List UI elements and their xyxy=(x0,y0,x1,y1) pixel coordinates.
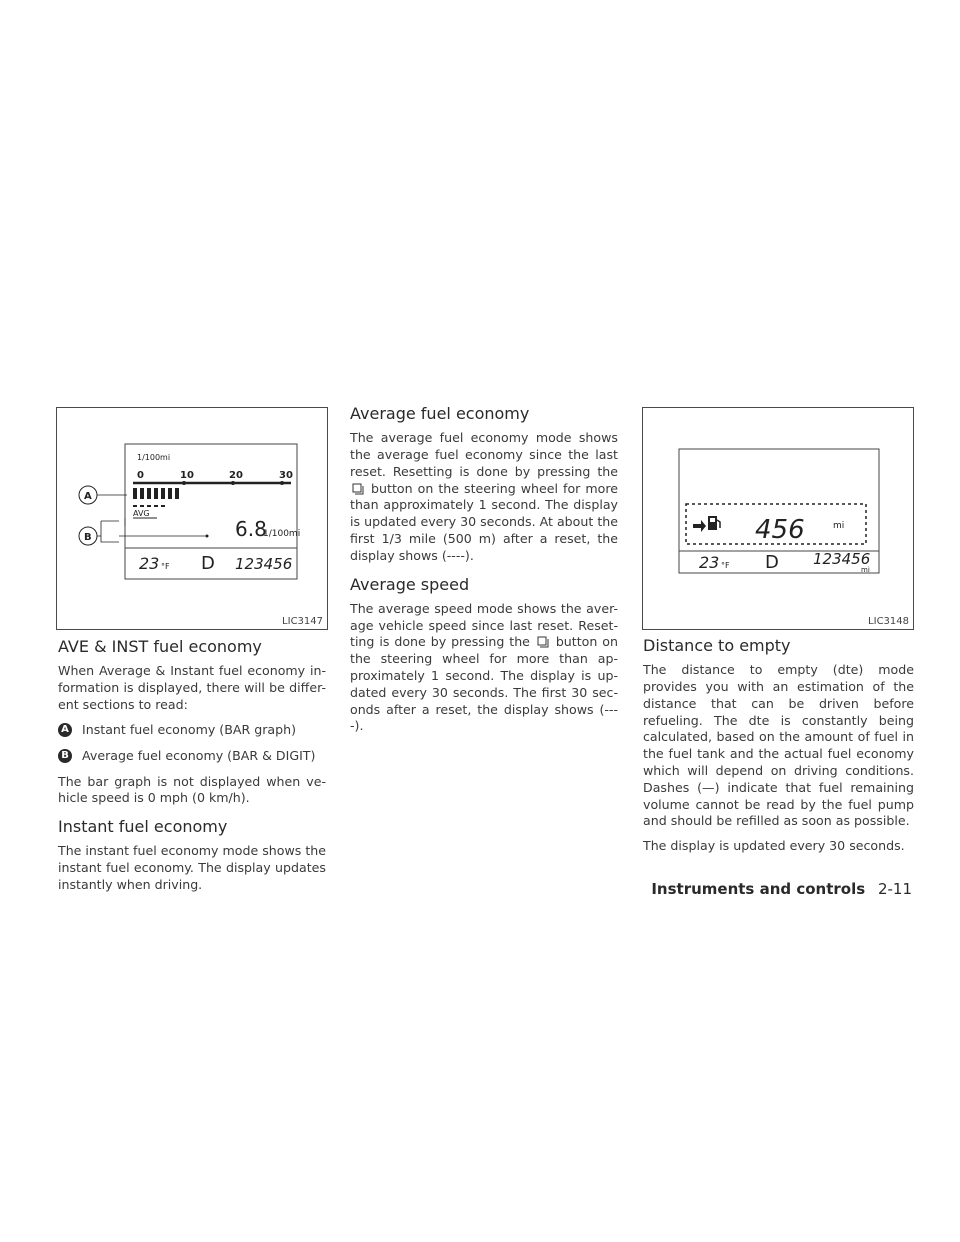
average-fuel-text-part2: button on the steering wheel for more than approximately 1 second. The display is updated every 30 seconds. At about the first 1/3 mile (500 m) after a reset, the display shows (----). xyxy=(350,480,618,563)
odometer-unit: mi xyxy=(861,566,870,574)
item-a-text: Instant fuel economy (BAR graph) xyxy=(82,721,296,737)
average-bar-dashes xyxy=(133,505,165,507)
ave-inst-intro: When Average & Instant fuel economy in-formation is displayed, there will be differ-ent sections to read: xyxy=(58,663,326,712)
display-button-icon xyxy=(537,636,549,648)
heading-ave-inst: AVE & INST fuel economy xyxy=(58,637,262,656)
temp-value: 23 xyxy=(699,553,720,572)
heading-average-speed: Average speed xyxy=(350,574,470,594)
average-fuel-text xyxy=(350,430,618,564)
instant-bar-graph xyxy=(133,488,179,499)
item-b-text: Average fuel economy (BAR & DIGIT) xyxy=(82,747,316,763)
dte-value: 456 xyxy=(755,515,805,545)
unit-top-label: 1/100mi xyxy=(137,453,171,462)
marker-a: A xyxy=(58,723,72,737)
figure-fuel-economy xyxy=(56,407,328,630)
list-item-a xyxy=(58,722,326,738)
avg-label: AVG xyxy=(133,509,150,518)
odometer-value: 123456 xyxy=(235,555,293,573)
average-speed-text-part1: The average speed mode shows the aver-age vehicle speed since last reset. Reset-ting is done by pressing the xyxy=(350,600,618,650)
avg-digit-value: 6.8 xyxy=(235,517,267,541)
dte-update-text: The display is updated every 30 seconds. xyxy=(643,838,905,854)
gear-indicator: D xyxy=(765,552,779,573)
scale-10: 10 xyxy=(180,470,194,481)
callout-b-label: B xyxy=(84,532,92,543)
average-fuel-text-part1: The average fuel economy mode shows the average fuel economy since the last reset. Resetting is done by pressing the xyxy=(350,430,618,479)
dte-display-illustration xyxy=(643,408,913,629)
callout-a-label: A xyxy=(84,491,92,502)
bar-graph-note: The bar graph is not displayed when ve-hicle speed is 0 mph (0 km/h). xyxy=(58,773,326,806)
dte-unit: mi xyxy=(833,521,845,531)
fuel-economy-display-illustration xyxy=(57,408,327,629)
dte-text: The distance to empty (dte) mode provides you with an estimation of the distance that can be driven before refueling. The dte is constantly being calculated, based on the amount of fuel in the fuel tank and the actual fuel economy which will depend on driving conditions. Dashes (—) indicate that fuel remaining volume cannot be read by the fuel pump and should be refilled as soon as possible. xyxy=(643,662,914,829)
figure-distance-to-empty xyxy=(642,407,914,630)
list-item-b xyxy=(58,748,326,764)
figure-code: LIC3147 xyxy=(282,616,323,627)
scale-20: 20 xyxy=(229,470,243,481)
column-dte xyxy=(643,636,914,863)
page-footer xyxy=(651,880,912,898)
page-number: 2-11 xyxy=(877,880,912,898)
scale-0: 0 xyxy=(137,470,144,481)
temp-unit: °F xyxy=(721,561,730,570)
temp-value: 23 xyxy=(139,554,160,573)
fuel-pump-icon xyxy=(693,516,720,532)
heading-distance-to-empty: Distance to empty xyxy=(643,636,791,655)
heading-instant: Instant fuel economy xyxy=(58,817,228,837)
odometer-value: 123456 xyxy=(813,550,871,568)
gear-indicator: D xyxy=(201,553,215,574)
average-speed-text xyxy=(350,601,618,735)
heading-average-fuel: Average fuel economy xyxy=(350,404,530,423)
avg-unit: 1/100mi xyxy=(263,529,301,539)
temp-unit: °F xyxy=(161,562,170,571)
marker-b: B xyxy=(58,749,72,763)
display-button-icon xyxy=(352,483,364,495)
column-ave-inst xyxy=(58,637,326,902)
figure-code: LIC3148 xyxy=(868,616,909,627)
column-average xyxy=(350,404,618,743)
scale-30: 30 xyxy=(279,470,293,481)
instant-text: The instant fuel economy mode shows the instant fuel economy. The display updates instantly when driving. xyxy=(58,843,326,892)
average-speed-text-part2: button on the steering wheel for more than ap-proximately 1 second. The display is up-dated every 30 seconds. The first 30 sec-onds after a reset, the display shows (----). xyxy=(350,634,618,734)
section-title: Instruments and controls xyxy=(651,880,866,898)
